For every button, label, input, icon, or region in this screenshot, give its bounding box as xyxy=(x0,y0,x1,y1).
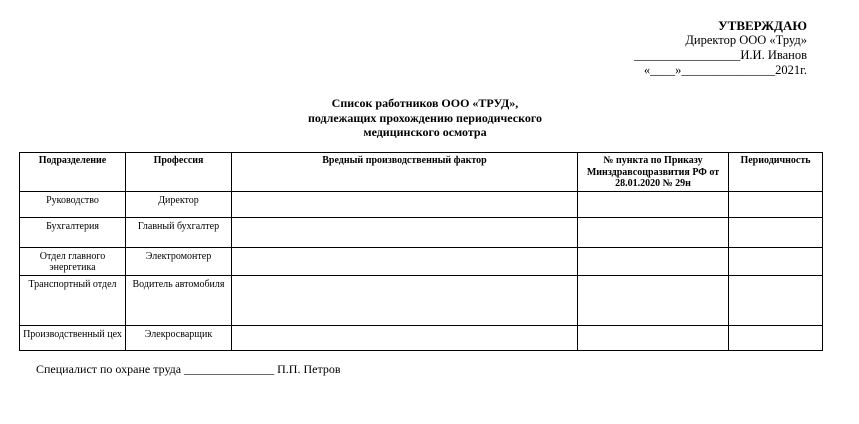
approval-title: УТВЕРЖДАЮ xyxy=(718,18,807,33)
cell-periodicity xyxy=(729,191,823,217)
approval-position: Директор ООО «Труд» xyxy=(685,33,807,47)
cell-order-item xyxy=(578,191,729,217)
cell-periodicity xyxy=(729,275,823,325)
cell-department: Отдел главного энергетика xyxy=(20,247,126,275)
cell-order-item xyxy=(578,217,729,247)
workers-table xyxy=(19,152,823,351)
header-periodicity: Периодичность xyxy=(729,153,823,192)
cell-hazard xyxy=(232,325,578,350)
cell-profession: Электромонтер xyxy=(126,247,232,275)
table-row xyxy=(20,275,823,325)
cell-department: Производственный цех xyxy=(20,325,126,350)
approval-signature-line: _________________И.И. Иванов xyxy=(634,48,807,62)
cell-profession: Главный бухгалтер xyxy=(126,217,232,247)
header-order-item: № пункта по Приказу Минздравсоцразвития РФ от 28.01.2020 № 29н xyxy=(578,153,729,192)
header-hazard: Вредный производственный фактор xyxy=(232,153,578,192)
safety-specialist-signature: Специалист по охране труда _______________ П.П. Петров xyxy=(36,362,341,376)
table-row xyxy=(20,191,823,217)
table-row xyxy=(20,325,823,350)
cell-profession: Водитель автомобиля xyxy=(126,275,232,325)
cell-periodicity xyxy=(729,325,823,350)
header-profession: Профессия xyxy=(126,153,232,192)
cell-order-item xyxy=(578,247,729,275)
table-row xyxy=(20,217,823,247)
cell-order-item xyxy=(578,275,729,325)
header-department: Подразделение xyxy=(20,153,126,192)
cell-hazard xyxy=(232,191,578,217)
document-title-line-2: подлежащих прохождению периодического xyxy=(307,110,542,125)
cell-profession: Директор xyxy=(126,191,232,217)
table-header-row xyxy=(20,153,823,192)
document-title-line-1: Список работников ООО «ТРУД», xyxy=(331,96,519,110)
cell-profession: Элекросварщик xyxy=(126,325,232,350)
document-title xyxy=(230,96,620,140)
cell-hazard xyxy=(232,275,578,325)
cell-periodicity xyxy=(729,217,823,247)
table-row xyxy=(20,247,823,275)
cell-hazard xyxy=(232,217,578,247)
cell-department: Транспортный отдел xyxy=(20,275,126,325)
cell-order-item xyxy=(578,325,729,350)
cell-periodicity xyxy=(729,247,823,275)
cell-department: Руководство xyxy=(20,191,126,217)
approval-date-line: «____»_______________2021г. xyxy=(643,63,807,77)
approval-block xyxy=(634,18,807,78)
document-title-line-3: медицинского осмотра xyxy=(363,125,487,139)
cell-hazard xyxy=(232,247,578,275)
cell-department: Бухгалтерия xyxy=(20,217,126,247)
